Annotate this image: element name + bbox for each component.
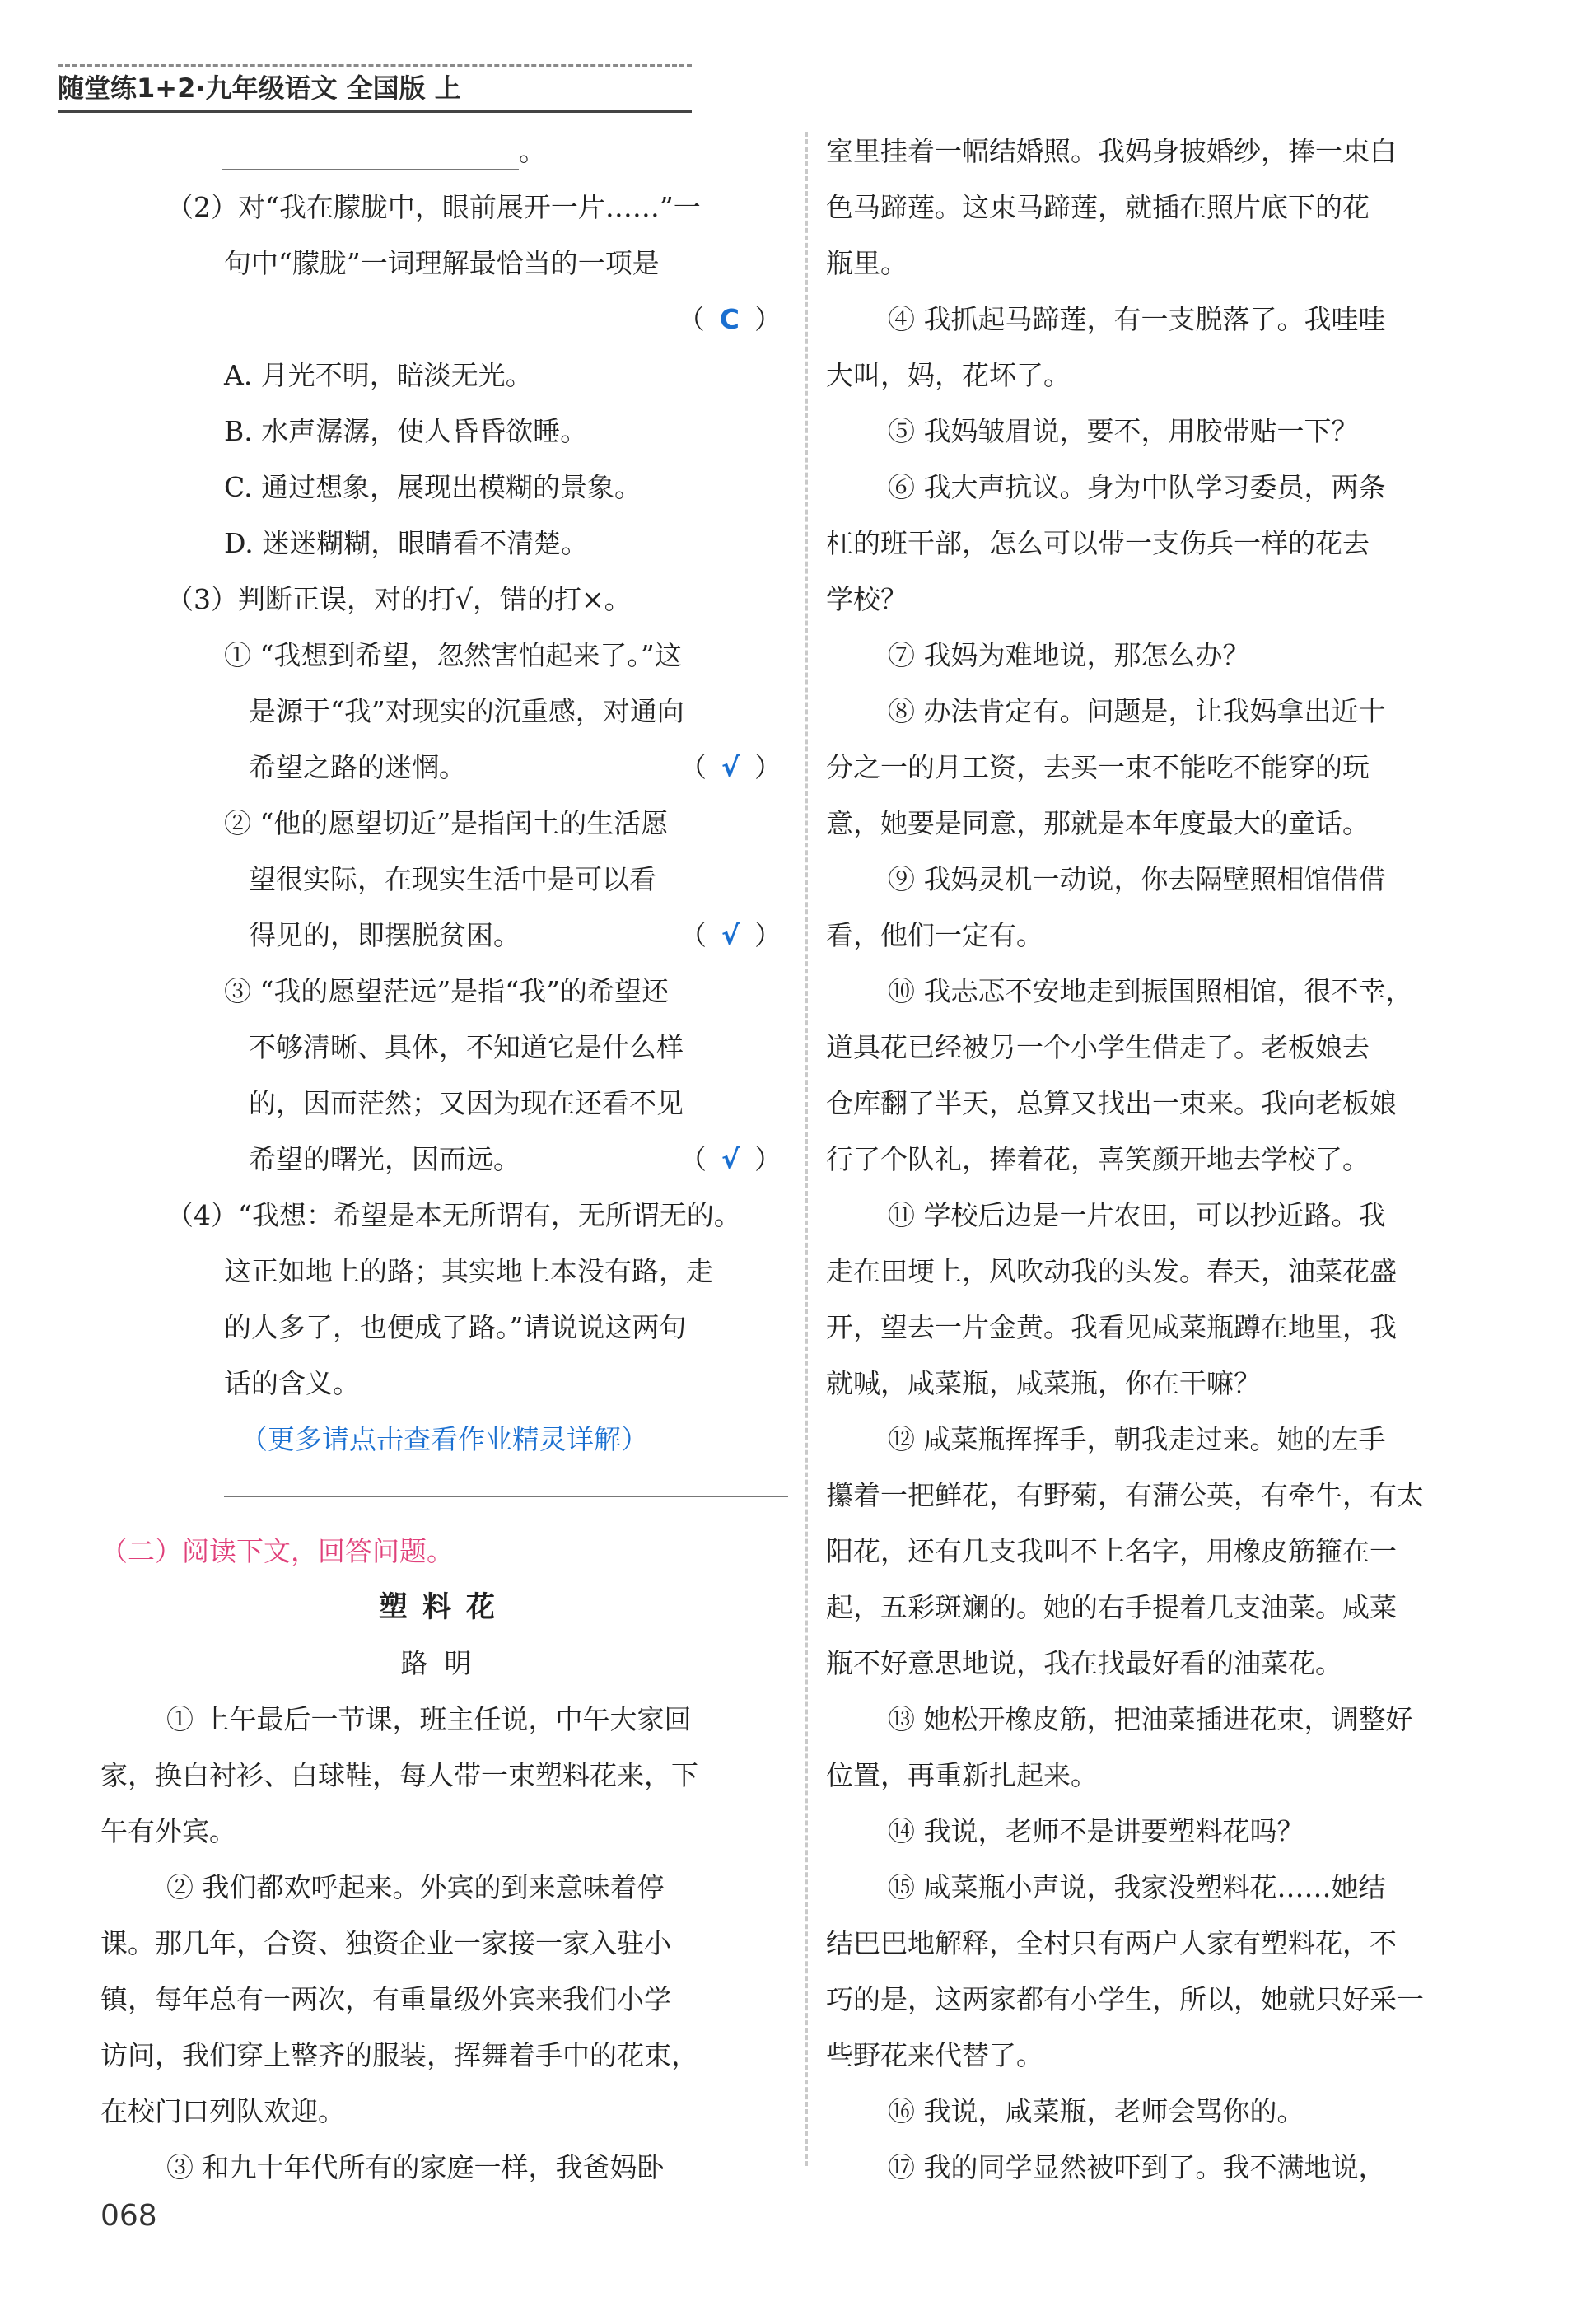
q3-item-3-line-3: 的，因而茫然；又因为现在还看不见 [249,1087,684,1119]
article-line: ⑩ 我忐忑不安地走到振国照相馆，很不幸， [888,975,1413,1007]
header-dashed-rule [58,64,692,67]
article-line: 开，望去一片金黄。我看见咸菜瓶蹲在地里，我 [826,1311,1397,1343]
question-2-line-1: （2）对“我在朦胧中，眼前展开一片……”一 [166,191,701,223]
article-line: ⑫ 咸菜瓶挥挥手，朝我走过来。她的左手 [888,1423,1386,1455]
answer-rule[interactable] [100,1468,788,1524]
q3-item-3-line-1: ③ “我的愿望茫远”是指“我”的希望还 [224,975,669,1007]
article-line: 家，换白衬衫、白球鞋，每人带一束塑料花来，下 [100,1759,698,1791]
article-line: ⑮ 咸菜瓶小声说，我家没塑料花……她结 [888,1871,1386,1903]
question-4-line-1: （4）“我想：希望是本无所谓有，无所谓无的。 [166,1199,741,1231]
article-line: 些野花来代替了。 [826,2039,1043,2071]
right-column [826,124,1514,2196]
option-d: D. 迷迷糊糊，眼睛看不清楚。 [224,527,589,559]
article-line: 杠的班干部，怎么可以带一支伤兵一样的花去 [826,527,1370,559]
header-title: 随堂练1+2·九年级语文 全国版 上 [58,72,461,104]
article-line: 镇，每年总有一两次，有重量级外宾来我们小学 [100,1983,671,2015]
answer-blank-line [100,124,788,180]
article-line: 走在田埂上，风吹动我的头发。春天，油菜花盛 [826,1255,1397,1287]
question-3-title: （3）判断正误，对的打√，错的打×。 [166,583,632,615]
q3-item-2-line-1: ② “他的愿望切近”是指闰土的生活愿 [224,807,669,839]
q3-item-3-answer: （ √ ） [679,1143,782,1175]
option-a: A. 月光不明，暗淡无光。 [224,359,533,391]
article-line: 就喊，咸菜瓶，咸菜瓶，你在干嘛？ [826,1367,1261,1399]
article-line: ⑰ 我的同学显然被吓到了。我不满地说， [888,2151,1386,2183]
q3-item-2-line-2: 望很实际，在现实生活中是可以看 [249,863,656,895]
article-line: 阳花，还有几支我叫不上名字，用橡皮筋箍在一 [826,1535,1397,1567]
article-line: 结巴巴地解释，全村只有两户人家有塑料花，不 [826,1927,1397,1959]
article-line: ③ 和九十年代所有的家庭一样，我爸妈卧 [166,2151,665,2183]
article-line: 分之一的月工资，去买一束不能吃不能穿的玩 [826,751,1370,783]
article-line: 学校？ [826,583,908,615]
article-line: ⑥ 我大声抗议。身为中队学习委员，两条 [888,471,1386,503]
article-line: 意，她要是同意，那就是本年度最大的童话。 [826,807,1370,839]
article-line: ⑨ 我妈灵机一动说，你去隔壁照相馆借借 [888,863,1386,895]
q3-item-3-line-2: 不够清晰、具体，不知道它是什么样 [249,1031,684,1063]
q3-item-1-text: 希望之路的迷惘。 [249,751,466,783]
article-line: ⑤ 我妈皱眉说，要不，用胶带贴一下？ [888,415,1359,447]
answer-mark: C [719,303,740,335]
article-line: ⑭ 我说，老师不是讲要塑料花吗？ [888,1815,1304,1847]
option-b: B. 水声潺潺，使人昏昏欲睡。 [224,415,588,447]
article-line: 室里挂着一幅结婚照。我妈身披婚纱，捧一束白 [826,135,1397,167]
article-line: 看，他们一定有。 [826,919,1043,951]
article-line: ⑯ 我说，咸菜瓶，老师会骂你的。 [888,2095,1304,2127]
article-line: ⑦ 我妈为难地说，那怎么办？ [888,639,1250,671]
q3-item-2-text: 得见的，即摆脱贫困。 [249,919,520,951]
blank-period: 。 [519,135,546,167]
answer-mark: √ [721,1143,740,1175]
section-2-title: （二）阅读下文，回答问题。 [100,1535,454,1567]
article-line: ⑪ 学校后边是一片农田，可以抄近路。我 [888,1199,1386,1231]
page-number: 068 [100,2199,157,2233]
answer-mark: √ [721,919,740,951]
article-line: ⑬ 她松开橡皮筋，把油菜插进花束，调整好 [888,1703,1413,1735]
article-author: 路明 [400,1647,488,1679]
article-title: 塑料花 [378,1590,510,1624]
article-line: ② 我们都欢呼起来。外宾的到来意味着停 [166,1871,665,1903]
article-line: 色马蹄莲。这束马蹄莲，就插在照片底下的花 [826,191,1370,223]
question-4-line-3: 的人多了，也便成了路。”请说说这两句 [224,1311,687,1343]
question-2-line-2: 句中“朦胧”一词理解最恰当的一项是 [224,247,660,279]
article-line: 瓶不好意思地说，我在找最好看的油菜花。 [826,1647,1342,1679]
article-line: 巧的是，这两家都有小学生，所以，她就只好采一 [826,1983,1424,2015]
q3-item-1-line-2: 是源于“我”对现实的沉重感，对通向 [249,695,684,727]
article-line: ⑧ 办法肯定有。问题是，让我妈拿出近十 [888,695,1386,727]
q3-item-3-line-4 [100,1132,788,1188]
column-divider [805,132,808,2166]
answer-blank[interactable] [222,136,519,170]
article-line: 攥着一把鲜花，有野菊，有蒲公英，有牵牛，有太 [826,1479,1424,1511]
article-line: 午有外宾。 [100,1815,236,1847]
article-line: 道具花已经被另一个小学生借走了。老板娘去 [826,1031,1370,1063]
article-line: 位置，再重新扎起来。 [826,1759,1098,1791]
q3-item-1-line-3 [100,740,788,796]
article-line: 瓶里。 [826,247,908,279]
question-2-answer-row [100,292,788,348]
article-line: ① 上午最后一节课，班主任说，中午大家回 [166,1703,692,1735]
article-line: ④ 我抓起马蹄莲，有一支脱落了。我哇哇 [888,303,1386,335]
q3-item-1-line-1: ① “我想到希望，忽然害怕起来了。”这 [224,639,682,671]
article-line: 起，五彩斑斓的。她的右手提着几支油菜。咸菜 [826,1591,1397,1623]
question-4-line-4: 话的含义。 [224,1367,360,1399]
question-2-answer: （ C ） [677,303,782,335]
more-solutions-link[interactable]: （更多请点击查看作业精灵详解） [240,1423,648,1455]
article-line: 访问，我们穿上整齐的服装，挥舞着手中的花束， [100,2039,698,2071]
article-line: 大叫，妈，花坏了。 [826,359,1071,391]
article-line: 课。那几年，合资、独资企业一家接一家入驻小 [100,1927,671,1959]
q3-item-1-answer: （ √ ） [679,751,782,783]
answer-mark: √ [721,751,740,783]
option-c: C. 通过想象，展现出模糊的景象。 [224,471,642,503]
article-line: 仓库翻了半天，总算又找出一束来。我向老板娘 [826,1087,1397,1119]
left-column [100,124,788,2196]
q3-item-3-text: 希望的曙光，因而远。 [249,1143,520,1175]
q3-item-2-answer: （ √ ） [679,919,782,951]
article-line: 在校门口列队欢迎。 [100,2095,345,2127]
q3-item-2-line-3 [100,908,788,964]
question-4-line-2: 这正如地上的路；其实地上本没有路，走 [224,1255,713,1287]
page-header [58,69,692,113]
article-line: 行了个队礼，捧着花，喜笑颜开地去学校了。 [826,1143,1370,1175]
